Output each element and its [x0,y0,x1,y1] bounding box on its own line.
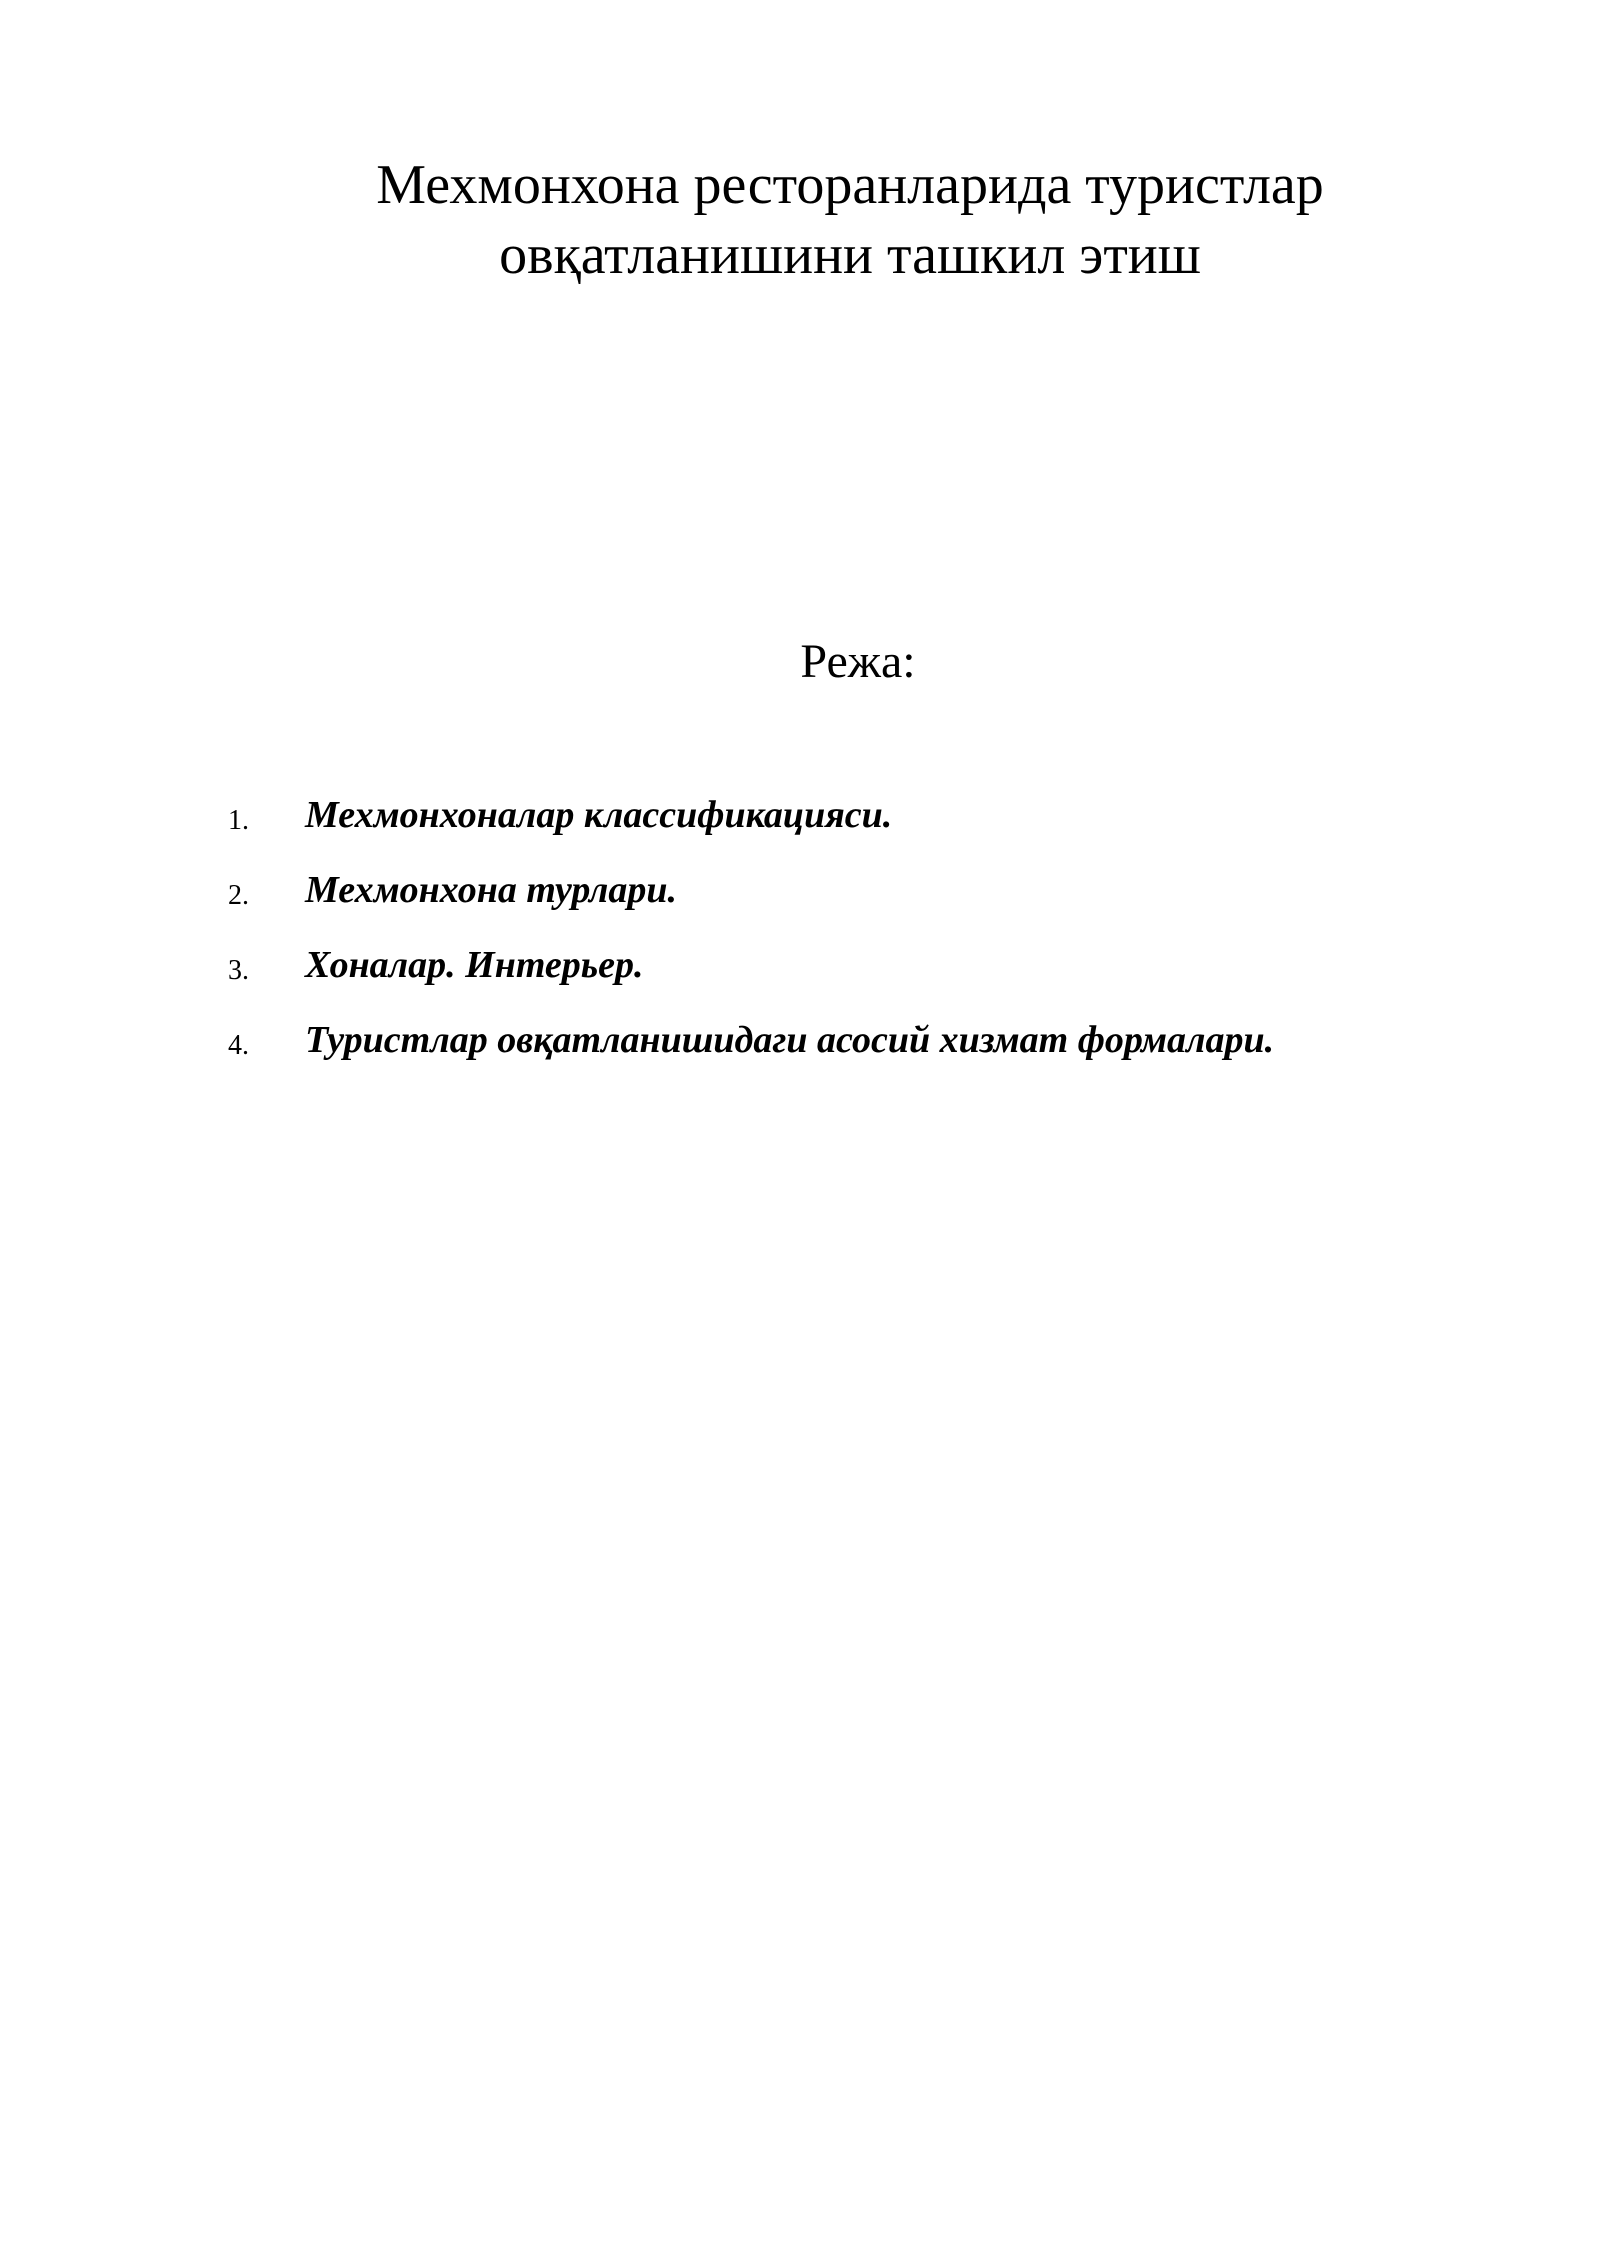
list-item-number: 3. [228,955,249,986]
list-item-number: 1. [228,805,249,836]
list-item [0,865,1600,940]
list-item [0,790,1600,865]
title-line-2: овқатланишини ташкил этиш [499,224,1201,286]
page-title [300,150,1400,290]
plan-list [0,790,1600,1090]
list-item-text: Хоналар. Интерьер. [305,944,644,986]
list-item-text: Мехмонхоналар классификацияси. [305,794,893,836]
list-item-text: Туристлар овқатланишидаги асосий хизмат формалари. [305,1019,1275,1061]
title-line-1: Мехмонхона ресторанларида туристлар [376,154,1324,216]
list-item-number: 2. [228,880,249,911]
list-item-text: Мехмонхона турлари. [305,869,678,911]
list-item [0,940,1600,1015]
plan-heading: Режа: [800,635,916,688]
list-item-number: 4. [228,1030,249,1061]
list-item [0,1015,1600,1090]
